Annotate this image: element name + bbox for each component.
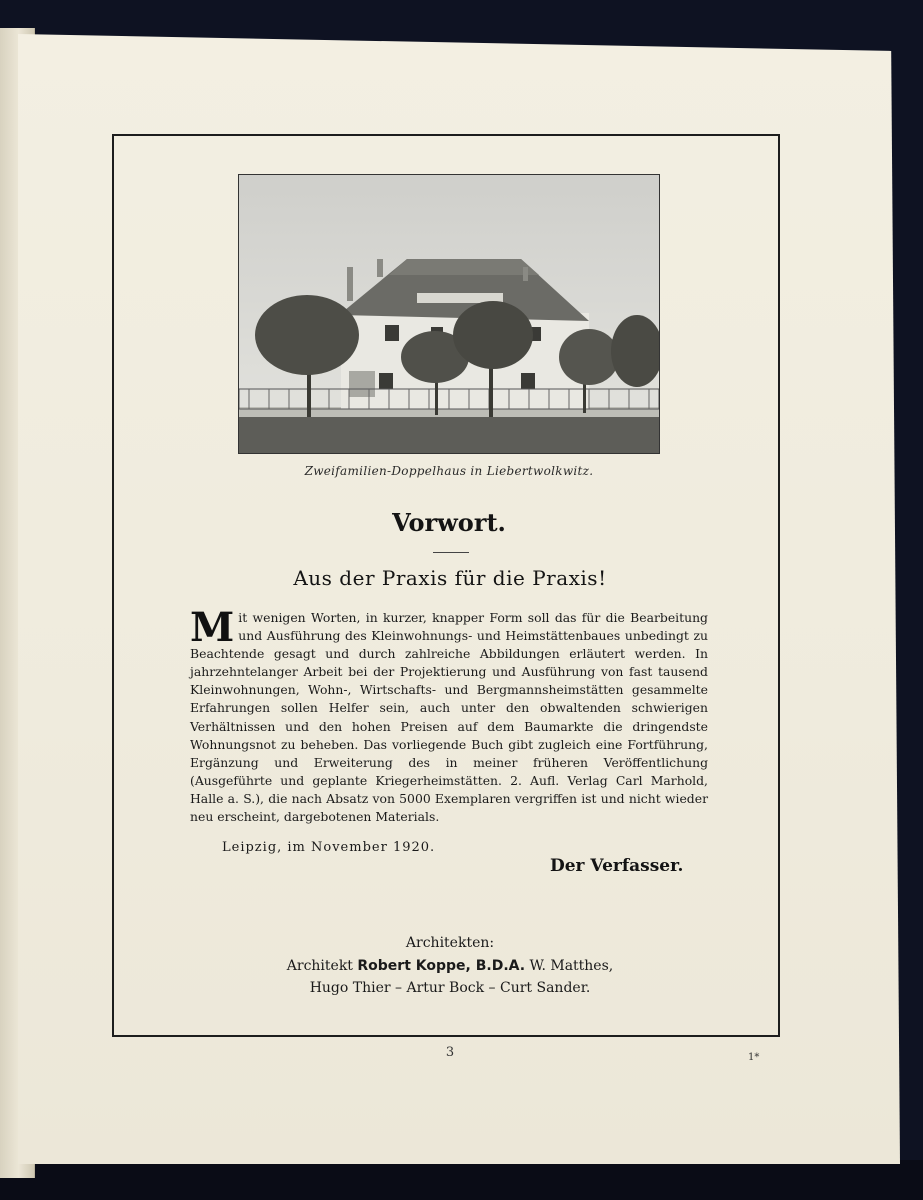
architects-line-1 xyxy=(160,958,740,974)
foreword-text: it wenigen Worten, in kurzer, knapper Form soll das für die Bearbeitung und Ausführung des Kleinwohnungs- und Heimstättenbaues unbedingt zu Beachtende gesagt und durch zahlreiche Abbildungen erläutert werden. In jahrzehntelanger Arbeit bei der Projektierung und Ausführung von fast tausend Kleinwohnungen, Wohn-, Wirtschafts- und Bergmannsheimstätten gesammelte Erfahrungen sollen Helfer sein, auch unter den obwaltenden schwierigen Verhältnissen und den hohen Preisen auf dem Baumarkte die dringendste Wohnungsnot zu beheben. Das vorliegende Buch gibt zugleich eine Fortführung, Ergänzung und Erweiterung des in meiner früheren Veröffentlichung (Ausgeführte und geplante Kriegerheimstätten. 2. Aufl. Verlag Carl Marhold, Halle a. S.), die nach Absatz von 5000 Exemplaren vergriffen ist und nicht wieder neu erscheint, dargebotenen Materials. xyxy=(190,610,708,825)
architects-line-1-prefix: Architekt xyxy=(286,958,358,974)
architects-line-1-lead: Robert Koppe, B.D.A. xyxy=(357,958,526,974)
photo-caption: Zweifamilien-Doppelhaus in Liebertwolkwitz. xyxy=(304,464,594,478)
printer-signature-mark: 1* xyxy=(748,1052,760,1063)
page-number: 3 xyxy=(445,1045,455,1060)
dark-background xyxy=(0,1160,923,1200)
house-photograph xyxy=(238,174,660,454)
place-and-date: Leipzig, im November 1920. xyxy=(222,840,436,855)
architects-line-1-suffix: W. Matthes, xyxy=(525,958,614,974)
architects-line-2: Hugo Thier – Artur Bock – Curt Sander. xyxy=(309,980,591,996)
page-subtitle: Aus der Praxis für die Praxis! xyxy=(293,566,607,590)
drop-cap: M xyxy=(190,604,235,651)
foreword-paragraph xyxy=(190,604,708,826)
page-title: Vorwort. xyxy=(392,508,506,537)
title-divider xyxy=(433,552,469,553)
architects-label: Architekten: xyxy=(405,935,495,951)
author-signature: Der Verfasser. xyxy=(550,856,684,876)
